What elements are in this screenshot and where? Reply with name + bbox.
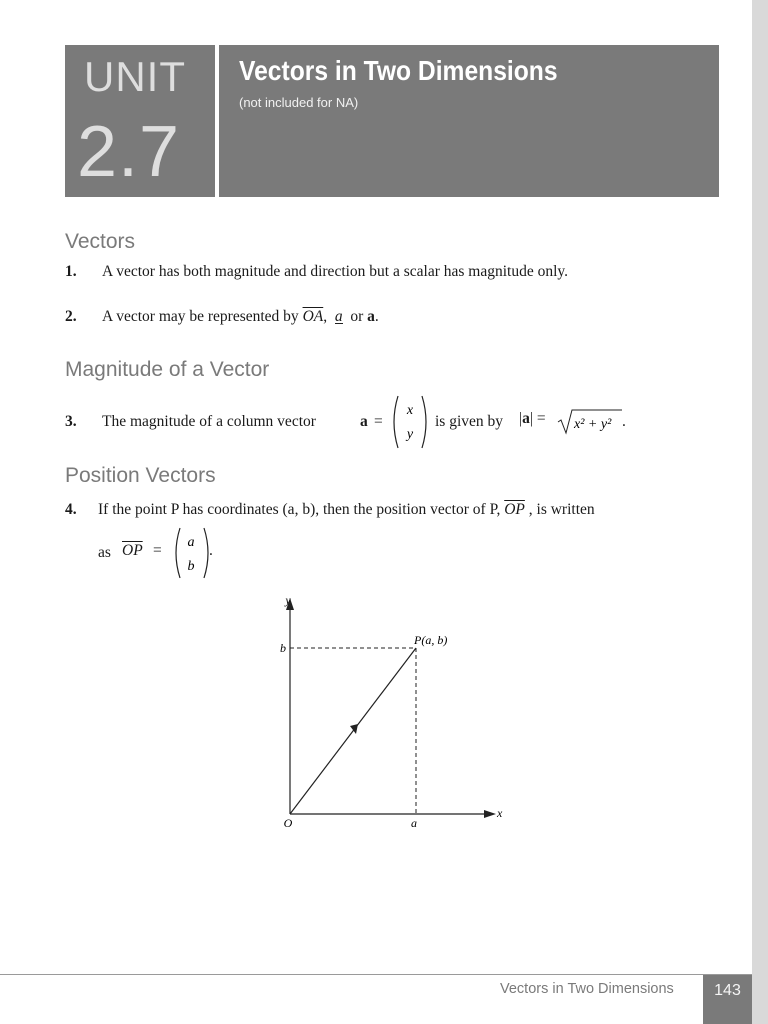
b-label: b (280, 641, 286, 655)
is-given-by: is given by (435, 413, 504, 430)
vector-op: $\overline{OP}$ (122, 542, 143, 559)
sqrt-expression (556, 406, 628, 436)
vector-a-bold: a (360, 413, 368, 430)
unit-number: 2.7 (77, 112, 181, 192)
vector-a-underlined: a (334, 308, 343, 325)
item-number: 2. (65, 308, 77, 325)
item-text (98, 501, 595, 519)
as-word: as (98, 544, 111, 561)
vector-a-bold: a (367, 308, 375, 325)
column-vector-xy (388, 394, 432, 450)
item-number: 3. (65, 413, 77, 430)
point-p-label: P(a, b) (414, 633, 448, 647)
vector-oa: $\overline{OA}$ (302, 308, 324, 325)
origin-label: O (283, 816, 293, 830)
vector-x: x (406, 403, 414, 418)
x-axis-arrow-icon (484, 810, 496, 818)
or-word: or (350, 308, 364, 325)
item-text-pre: A vector may be represented by (102, 308, 299, 325)
separator: , (323, 308, 328, 325)
item-text: A vector may be represented by $\overline{OA}$, a or a. (102, 308, 379, 325)
section-heading-magnitude: Magnitude of a Vector (65, 358, 270, 381)
sqrt-content: x² + y² (574, 417, 612, 432)
equals-sign: = (153, 542, 162, 559)
footer-title: Vectors in Two Dimensions (500, 981, 674, 997)
vector-y: y (406, 427, 414, 442)
unit-header (219, 45, 719, 197)
item-text-end: , is written (528, 501, 595, 518)
section-heading-position: Position Vectors (65, 464, 216, 487)
unit-badge (65, 45, 215, 197)
a-label: a (411, 816, 417, 830)
unit-word: UNIT (84, 53, 186, 100)
vector-a: a (187, 535, 195, 550)
item-text: A vector has both magnitude and direction but a scalar has magnitude only. (102, 263, 569, 280)
page-number: 143 (714, 982, 741, 999)
column-vector-ab (170, 526, 214, 580)
magnitude-bars: |a| = (519, 410, 546, 427)
position-vector-diagram (270, 590, 510, 840)
item-number: 4. (65, 501, 77, 518)
item-number: 1. (65, 263, 77, 280)
y-axis-label: y (285, 593, 291, 607)
vector-op: $\overline{OP}$ (504, 501, 525, 518)
equals-sign: = (374, 413, 383, 430)
vector-b: b (187, 559, 195, 574)
section-heading-vectors: Vectors (65, 230, 136, 253)
page-number-box (703, 975, 752, 1024)
page-edge (752, 0, 768, 1024)
vector-op-line (290, 648, 416, 814)
vector-a-bold: a (522, 410, 530, 427)
item-text: The magnitude of a column vector (102, 413, 316, 430)
footer-divider (0, 974, 752, 975)
item-text-line1: If the point P has coordinates (a, b), then the position vector of P, (98, 501, 501, 518)
page-subtitle: (not included for NA) (239, 95, 359, 110)
page-title: Vectors in Two Dimensions (239, 55, 558, 86)
x-axis-label: x (497, 806, 503, 820)
